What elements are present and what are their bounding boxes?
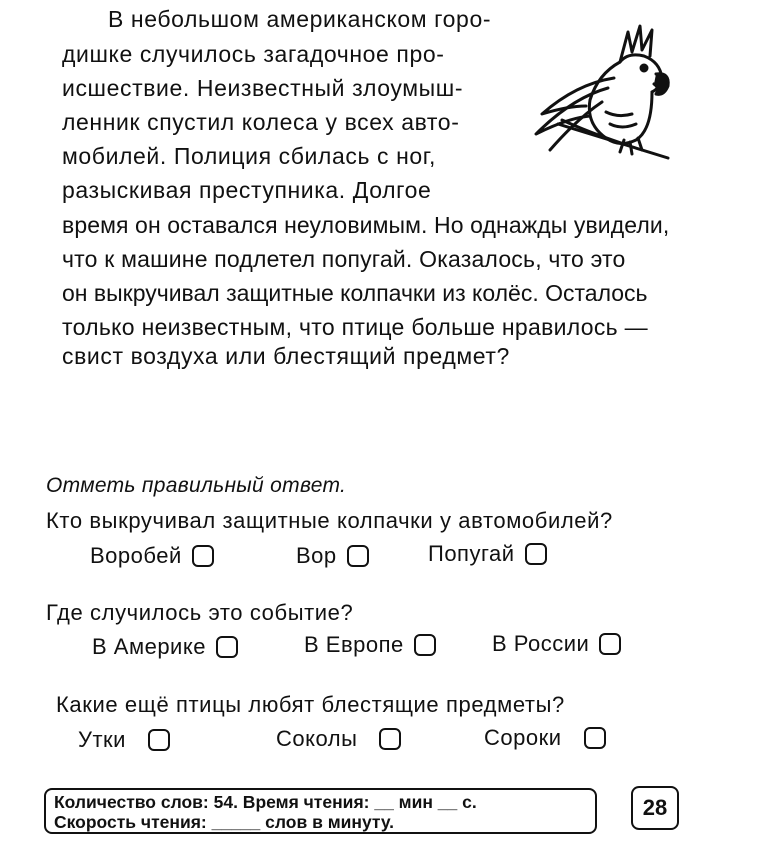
option-label: Сороки <box>484 725 562 750</box>
option-label: Соколы <box>276 726 358 751</box>
story-line-3: исшествие. Неизвестный злоумыш- <box>62 75 464 101</box>
option-3-2[interactable] <box>276 726 401 752</box>
question-2: Где случилось это событие? <box>46 600 354 625</box>
answer-checkbox[interactable] <box>192 545 214 567</box>
option-2-1[interactable] <box>92 634 238 660</box>
story-line-6: разыскивая преступника. Долгое <box>62 177 432 203</box>
story-line-5: мобилей. Полиция сбилась с ног, <box>62 143 436 169</box>
answer-checkbox[interactable] <box>525 543 547 565</box>
story-line-7: время он оставался неуловимым. Но однажды увидели, <box>62 212 670 238</box>
question-3: Какие ещё птицы любят блестящие предметы? <box>56 692 565 717</box>
story-line-1: В небольшом американском горо- <box>108 6 492 32</box>
option-1-2[interactable] <box>296 543 369 569</box>
story-line-4: ленник спустил колеса у всех авто- <box>62 109 460 135</box>
option-1-1[interactable] <box>90 543 214 569</box>
answer-checkbox[interactable] <box>584 727 606 749</box>
option-label: В Европе <box>304 632 404 657</box>
parrot-icon <box>528 22 688 164</box>
answer-checkbox[interactable] <box>414 634 436 656</box>
page-number: 28 <box>631 786 679 830</box>
option-2-3[interactable] <box>492 631 621 657</box>
option-2-2[interactable] <box>304 632 436 658</box>
story-line-9: он выкручивал защитные колпачки из колёс. Осталось <box>62 280 648 306</box>
story-line-8: что к машине подлетел попугай. Оказалось, что это <box>62 246 626 272</box>
story-line-11: свист воздуха или блестящий предмет? <box>62 343 510 369</box>
story-line-10: только неизвестным, что птице больше нравилось — <box>62 314 648 340</box>
answer-checkbox[interactable] <box>347 545 369 567</box>
option-label: Вор <box>296 543 337 568</box>
answer-checkbox[interactable] <box>379 728 401 750</box>
instruction-text: Отметь правильный ответ. <box>46 474 347 497</box>
option-label: В Америке <box>92 634 206 659</box>
word-count-line: Количество слов: 54. Время чтения: __ мин __ с. <box>54 792 477 812</box>
reading-stats-box <box>44 788 597 834</box>
answer-checkbox[interactable] <box>599 633 621 655</box>
option-label: В России <box>492 631 590 656</box>
option-3-1[interactable] <box>78 727 170 753</box>
option-3-3[interactable] <box>484 725 606 751</box>
option-label: Попугай <box>428 541 515 566</box>
reading-speed-line: Скорость чтения: _____ слов в минуту. <box>54 812 394 832</box>
story-line-2: дишке случилось загадочное про- <box>62 41 445 67</box>
answer-checkbox[interactable] <box>216 636 238 658</box>
option-label: Утки <box>78 727 126 752</box>
answer-checkbox[interactable] <box>148 729 170 751</box>
option-label: Воробей <box>90 543 182 568</box>
option-1-3[interactable] <box>428 541 547 567</box>
question-1: Кто выкручивал защитные колпачки у автомобилей? <box>46 508 613 533</box>
